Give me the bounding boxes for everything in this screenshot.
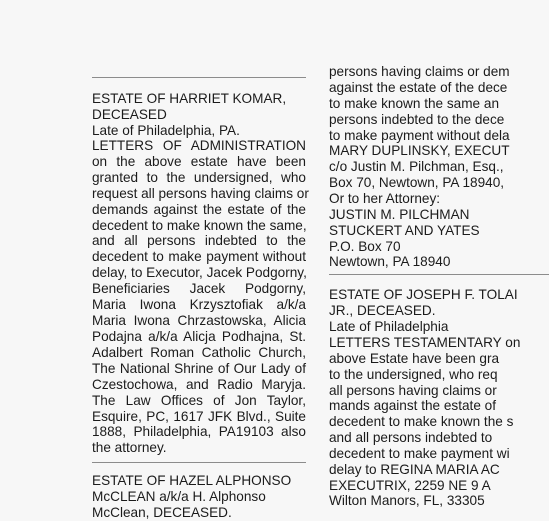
notice-line: decedent to make known the same, [92,218,307,233]
notice-line: P.O. Box 70 [329,239,401,254]
notice-line: persons having claims or dem [329,64,510,79]
notice-line: all persons having claims or [329,383,497,398]
separator-rule [92,462,306,463]
notice-line: on the above estate have been [92,154,306,169]
notice-line: Maria Iwona Krzysztofiak a/k/a [92,297,306,312]
notice-heading: ESTATE OF HARRIET KOMAR, [92,91,287,106]
notice-line: Esquire, PC, 1617 JFK Blvd., Suite [92,409,306,424]
notice-line: LETTERS OF ADMINISTRATION [92,138,306,153]
left-column [92,0,309,520]
notice-line: MARY DUPLINSKY, EXECUT [329,143,510,158]
notice-heading: McClean, DECEASED. [92,505,232,520]
notice-line: STUCKERT AND YATES [329,223,480,238]
notice-line: above Estate have been gra [329,351,500,366]
notice-line: demands against the estate of the [92,202,306,217]
notice-line: against the estate of the dece [329,80,508,95]
notice-line: to make known the same an [329,96,500,111]
notice-line: decedent to make known the s [329,414,514,429]
notice-line: Late of Philadelphia [329,319,449,334]
notice-line: Wilton Manors, FL, 33305 [329,493,485,508]
notice-line: the attorney. [92,440,167,455]
notice-line: delay, to Executor, Jacek Podgorny, [92,265,307,280]
notice-line: delay to REGINA MARIA AC [329,462,500,477]
notice-line: Adalbert Roman Catholic Church, [92,345,306,360]
notice-line: Podajna a/k/a Alicja Podhajna, St. [92,329,306,344]
notice-line: Box 70, Newtown, PA 18940, [329,175,505,190]
notice-line: persons indebted to the dece [329,112,505,127]
separator-rule [92,77,306,78]
notice-line: Late of Philadelphia, PA. [92,123,240,138]
notice-line: The Law Offices of Jon Taylor, [92,393,306,408]
right-column [329,0,521,512]
notice-line: and all persons indebted to [329,430,493,445]
notice-line: EXECUTRIX, 2259 NE 9 A [329,478,491,493]
notice-line: decedent to make payment without [92,249,306,264]
separator-rule [329,274,549,275]
notice-line: Czestochowa, and Radio Maryja. [92,377,306,392]
notice-heading: JR., DECEASED. [329,303,436,318]
notice-line: and all persons indebted to the [92,233,306,248]
notice-line: request all persons having claims or [92,186,309,201]
notice-line: The National Shrine of Our Lady of [92,361,306,376]
notice-heading: ESTATE OF JOSEPH F. TOLAI [329,287,518,302]
notice-heading: DECEASED [92,107,167,122]
notice-line: LETTERS TESTAMENTARY on [329,335,521,350]
notice-line: to make payment without dela [329,128,510,143]
notice-line: Beneficiaries Jacek Podgorny, [92,281,306,296]
notice-line: Or to her Attorney: [329,191,441,206]
notice-line: to the undersigned, who req [329,367,498,382]
notice-line: 1888, Philadelphia, PA19103 also [92,424,306,439]
notice-line: JUSTIN M. PILCHMAN [329,207,470,222]
notice-line: mands against the estate of [329,398,497,413]
notice-line: decedent to make payment wi [329,446,510,461]
notice-heading: ESTATE OF HAZEL ALPHONSO [92,473,292,488]
notice-heading: McCLEAN a/k/a H. Alphonso [92,489,266,504]
notice-line: Newtown, PA 18940 [329,254,451,269]
notice-line: Maria Iwona Chrzastowska, Alicia [92,313,306,328]
notice-line: c/o Justin M. Pilchman, Esq., [329,159,504,174]
notice-line: granted to the undersigned, who [92,170,306,185]
